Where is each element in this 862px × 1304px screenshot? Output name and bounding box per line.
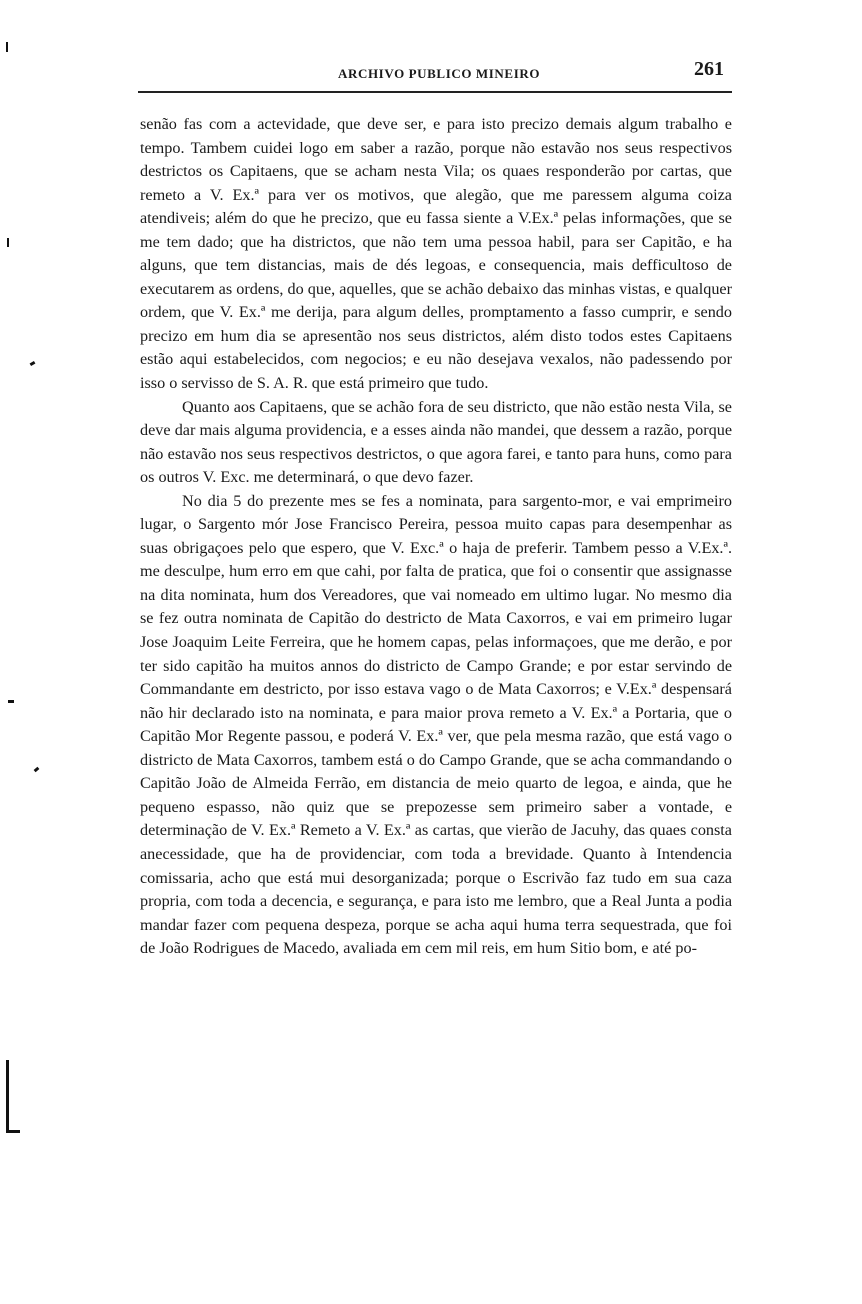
running-header xyxy=(138,58,734,88)
scan-mark xyxy=(6,1060,9,1130)
header-rule xyxy=(138,91,732,93)
scan-mark xyxy=(6,1130,20,1133)
body-text xyxy=(140,113,732,961)
paragraph: No dia 5 do prezente mes se fes a nominata, para sargento-mor, e vai emprimeiro lugar, o Sargento mór Jose Francisco Pereira, pessoa muito capas para desempenhar as suas obrigaçoes pelo que espero, que V. Exc.ª o haja de preferir. Tambem pesso a V.Ex.ª. me desculpe, hum erro em que cahi, por falta de pratica, que foi o consentir que assignasse na dita nominata, hum dos Vereadores, que vai nomeado em ultimo lugar. No mesmo dia se fez outra nominata de Capitão do destricto de Mata Caxorros, e vai em primeiro lugar Jose Joaquim Leite Ferreira, que he homem capas, pelas informaçoes, que me derão, e por ter sido capitão ha muitos annos do districto de Campo Grande; e por estar servindo de Commandante em destricto, por isso estava vago o de Mata Caxorros; e V.Ex.ª despensará não hir declarado isto na nominata, e para maior prova remeto a V. Ex.ª a Portaria, que o Capitão Mor Regente passou, e poderá V. Ex.ª ver, que pela mesma razão, que está vago o districto de Mata Caxorros, tambem está o do Campo Grande, que se acha commandando o Capitão João de Almeida Ferrão, em distancia de meio quarto de legoa, e ainda, que he pequeno espasso, não quiz que se prepozesse sem primeiro saber a vontade, e determinação de V. Ex.ª Remeto a V. Ex.ª as cartas, que vierão de Jacuhy, das quaes consta anecessidade, que ha de providenciar, com toda a brevidade. Quanto à Intendencia comissaria, acho que está mui desorganizada; porque o Escrivão faz tudo em sua caza propria, com toda a decencia, e segurança, e para isto me lembro, que a Real Junta a podia mandar fazer com pequena despeza, porque se acha aqui huma terra sequestrada, que foi de João Rodrigues de Macedo, avaliada em cem mil reis, em hum Sitio bom, e até po- xyxy=(140,491,732,958)
header-title: ARCHIVO PUBLICO MINEIRO xyxy=(338,66,541,81)
paragraph: Quanto aos Capitaens, que se achão fora de seu districto, que não estão nesta Vila, se deve dar mais alguma providencia, e a esses ainda não mandei, que dessem a razão, porque não estavão nos seus respectivos destrictos, o que agora farei, e tanto para huns, como para os outros V. Exc. me determinará, o que devo fazer. xyxy=(140,397,732,487)
scan-mark xyxy=(30,361,36,366)
page-number: 261 xyxy=(694,58,724,80)
scan-mark xyxy=(34,767,40,773)
scan-mark xyxy=(8,700,14,703)
scan-mark xyxy=(6,42,8,52)
paragraph: senão fas com a actevidade, que deve ser, e para isto precizo demais algum trabalho e tempo. Tambem cuidei logo em saber a razão, porque não estavão nos seus respectivos destrictos os Capitaens, que se acham nesta Vila; os quaes responderão por cartas, que remeto a V. Ex.ª para ver os motivos, que alegão, que me paressem alguma coiza atendiveis; além do que he precizo, que eu fassa siente a V.Ex.ª pelas informações, que se me tem dado; que ha districtos, que não tem uma pessoa habil, para ser Capitão, e ha alguns, que tem distancias, mais de dés legoas, e consequencia, mais defficultoso de executarem as ordens, do que, aquelles, que se achão debaixo das minhas vistas, e qualquer ordem, que V. Ex.ª me derija, para algum delles, promptamento a fasso cumprir, e sendo precizo em hum dia se apresentão nos seus districtos, além disto todos estes Capitaens estão aqui estabelecidos, com negocios; e eu não desejava vexalos, não padessendo por isso o servisso de S. A. R. que está primeiro que tudo. xyxy=(140,115,732,393)
scan-mark xyxy=(7,238,9,247)
